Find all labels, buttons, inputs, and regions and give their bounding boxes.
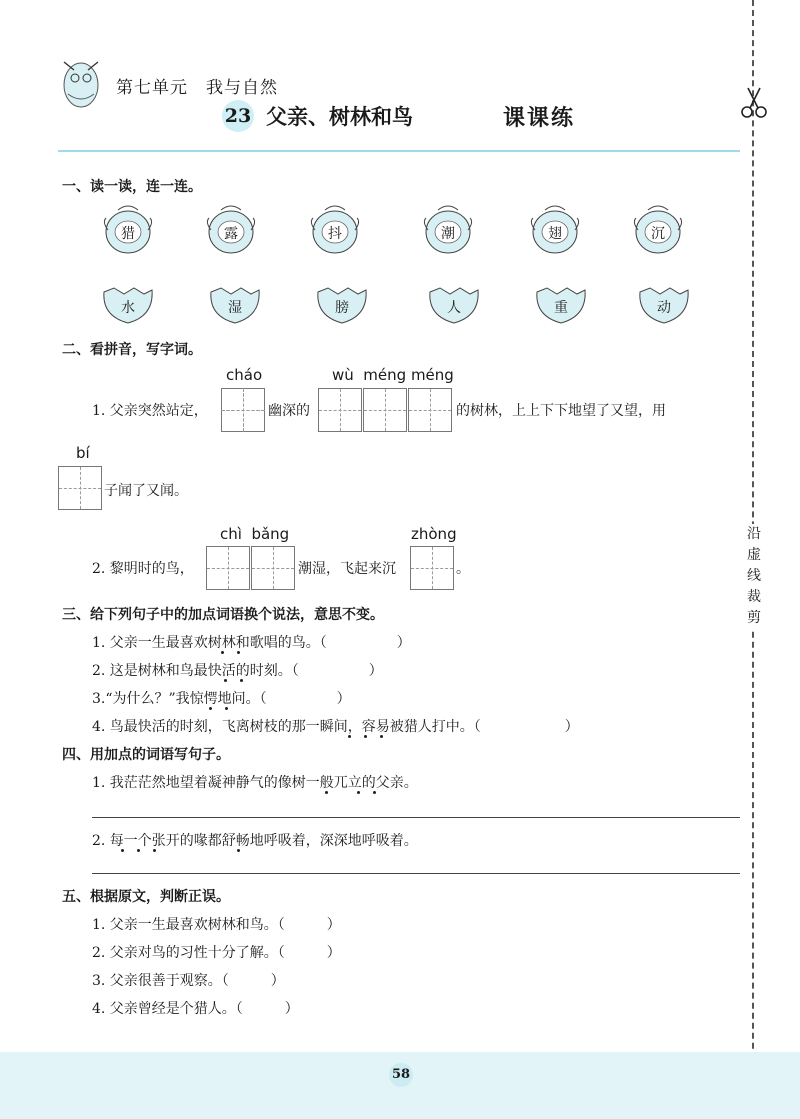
write-box-bi[interactable]: [58, 466, 102, 510]
answer-line-1[interactable]: [92, 817, 740, 818]
write-box-zhong[interactable]: [410, 546, 454, 590]
emphasis-dot: [364, 735, 367, 738]
emphasis-dot: [237, 651, 240, 654]
owl-character-icon: [56, 50, 106, 112]
q5-item-1: 1. 父亲一生最喜欢树林和鸟。（ ）: [92, 917, 341, 933]
q3-item-1: 1. 父亲一生最喜欢树林和歌唱的鸟。（ ）: [92, 635, 411, 651]
emphasis-dot: [373, 791, 376, 794]
scissors-icon: [740, 86, 768, 120]
nest-card-1[interactable]: [100, 286, 156, 330]
answer-line-2[interactable]: [92, 873, 740, 874]
q2-heading: 二、看拼音，写字词。: [62, 342, 202, 358]
q4-item-2: 2. 每一个张开的喙都舒畅地呼吸着，深深地呼吸着。: [92, 833, 418, 849]
bird-char: 抖: [328, 226, 342, 242]
nest-char: 膀: [335, 300, 349, 316]
q2-item1-text-b: 幽深的: [268, 403, 310, 419]
q2-item1-text-d: 子闻了又闻。: [104, 483, 188, 499]
section-label: 课课练: [503, 105, 576, 131]
emphasis-dot: [137, 849, 140, 852]
unit-theme: 我与自然: [206, 78, 278, 98]
pinyin-chibang: chì bǎng: [220, 525, 290, 543]
q3-item-2: 2. 这是树林和鸟最快活的时刻。（ ）: [92, 663, 383, 679]
bird-card-3[interactable]: [307, 200, 363, 262]
emphasis-dot: [325, 791, 328, 794]
nest-char: 水: [121, 300, 135, 316]
pinyin-zhong: zhòng: [411, 525, 457, 543]
q5-item-3: 3. 父亲很善于观察。（ ）: [92, 973, 285, 989]
emphasis-dot: [380, 735, 383, 738]
q5-item-4: 4. 父亲曾经是个猎人。（ ）: [92, 1001, 299, 1017]
page-number: 58: [389, 1063, 413, 1087]
write-box-meng-1[interactable]: [363, 388, 407, 432]
bird-char: 露: [224, 226, 238, 242]
nest-card-6[interactable]: [636, 286, 692, 330]
q2-item2-text-c: 。: [456, 561, 470, 577]
emphasis-dot: [224, 679, 227, 682]
nest-char: 湿: [228, 300, 242, 316]
nest-card-2[interactable]: [207, 286, 263, 330]
q2-item2-text-a: 2. 黎明时的鸟，: [92, 561, 194, 577]
emphasis-dot: [237, 849, 240, 852]
bird-card-2[interactable]: [203, 200, 259, 262]
emphasis-dot: [221, 651, 224, 654]
nest-card-5[interactable]: [533, 286, 589, 330]
bird-char: 翅: [548, 226, 562, 242]
emphasis-dot: [240, 679, 243, 682]
q4-heading: 四、用加点的词语写句子。: [62, 747, 230, 763]
q3-item-4: 4. 鸟最快活的时刻，飞离树枝的那一瞬间，容易被猎人打中。（ ）: [92, 719, 579, 735]
emphasis-dot: [121, 849, 124, 852]
emphasis-dot: [225, 707, 228, 710]
nest-card-4[interactable]: [426, 286, 482, 330]
write-box-chi[interactable]: [206, 546, 250, 590]
q3-heading: 三、给下列句子中的加点词语换个说法，意思不变。: [62, 607, 384, 623]
q2-item2-text-b: 潮湿，飞起来沉: [298, 561, 396, 577]
pinyin-bi: bí: [76, 444, 90, 462]
q2-item1-text-a: 1. 父亲突然站定，: [92, 403, 208, 419]
emphasis-dot: [348, 735, 351, 738]
bird-char: 潮: [441, 226, 455, 242]
header-divider: [58, 150, 740, 152]
q5-heading: 五、根据原文，判断正误。: [62, 889, 230, 905]
emphasis-dot: [357, 791, 360, 794]
q5-item-2: 2. 父亲对鸟的习性十分了解。（ ）: [92, 945, 341, 961]
write-box-wu[interactable]: [318, 388, 362, 432]
write-box-bang[interactable]: [251, 546, 295, 590]
bird-card-1[interactable]: [100, 200, 156, 262]
q1-heading: 一、读一读，连一连。: [62, 179, 202, 195]
bird-card-6[interactable]: [630, 200, 686, 262]
nest-char: 重: [554, 300, 568, 316]
bird-char: 猎: [121, 226, 135, 242]
unit-label: 第七单元: [116, 78, 188, 98]
pinyin-chao: cháo: [226, 366, 263, 384]
q4-item-1: 1. 我茫茫然地望着凝神静气的像树一般兀立的父亲。: [92, 775, 418, 791]
bird-card-5[interactable]: [527, 200, 583, 262]
lesson-title: 父亲、树林和鸟: [266, 104, 413, 129]
nest-char: 人: [447, 300, 461, 316]
q2-item1-text-c: 的树林，上上下下地望了又望，用: [456, 403, 666, 419]
cut-instruction: 沿 虚 线 裁 剪: [744, 524, 764, 629]
q3-item-3: 3.“为什么？”我惊愕地问。（ ）: [92, 691, 351, 707]
emphasis-dot: [209, 707, 212, 710]
lesson-number-badge: 23: [222, 100, 254, 132]
emphasis-dot: [153, 849, 156, 852]
bird-char: 沉: [651, 226, 665, 242]
write-box-meng-2[interactable]: [408, 388, 452, 432]
pinyin-wu-meng-meng: wù méng méng: [332, 366, 454, 384]
bird-card-4[interactable]: [420, 200, 476, 262]
nest-card-3[interactable]: [314, 286, 370, 330]
unit-heading: [116, 73, 296, 98]
nest-char: 动: [657, 300, 671, 316]
